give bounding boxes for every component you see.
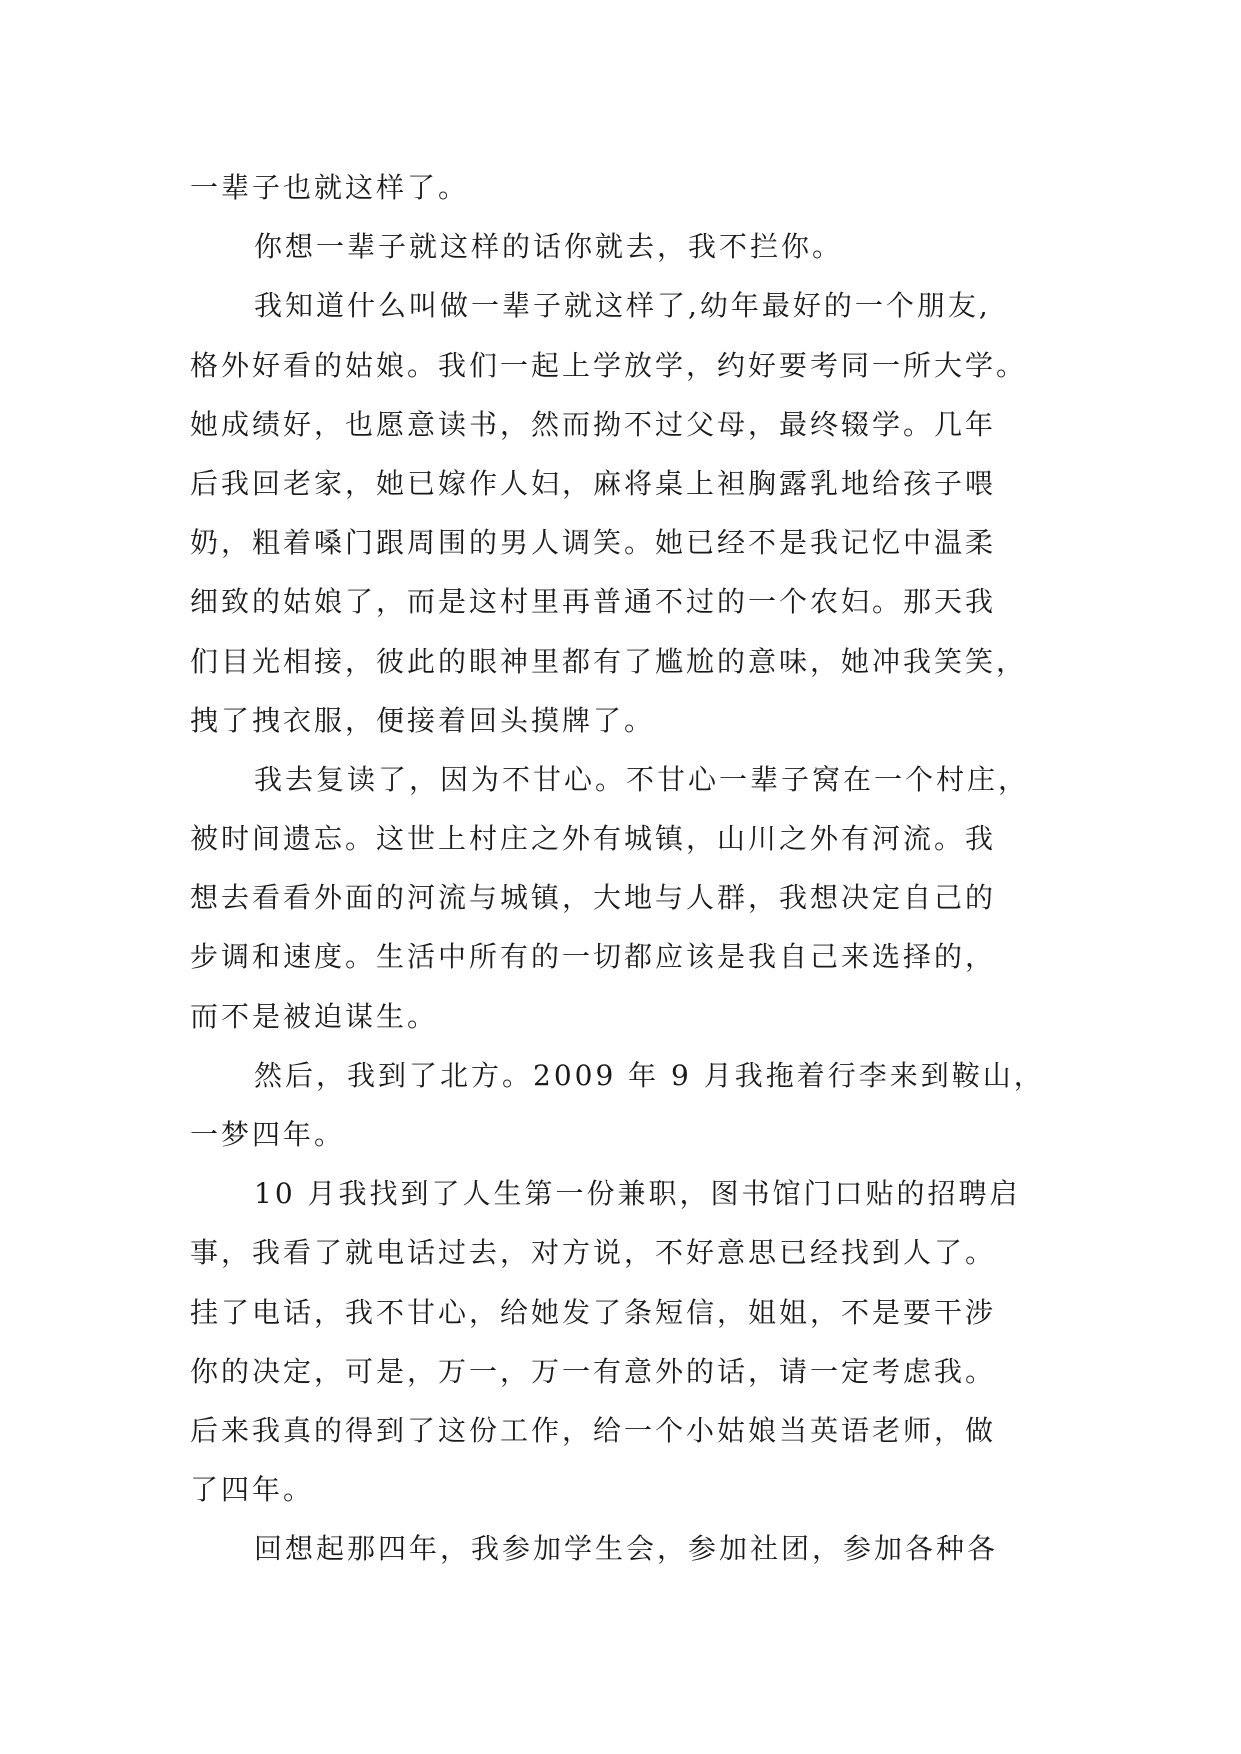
text-line: 我知道什么叫做一辈子就这样了,幼年最好的一个朋友, xyxy=(254,289,991,323)
text-line: 回想起那四年，我参加学生会，参加社团，参加各种各 xyxy=(254,1532,999,1566)
text-line: 后我回老家，她已嫁作人妇，麻将桌上袒胸露乳地给孩子喂 xyxy=(190,466,997,500)
text-line: 拽了拽衣服，便接着回头摸牌了。 xyxy=(190,703,656,737)
text-line: 事，我看了就电话过去，对方说，不好意思已经找到人了。 xyxy=(190,1236,997,1270)
text-line: 想去看看外面的河流与城镇，大地与人群，我想决定自己的 xyxy=(190,881,997,915)
text-line: 10 月我找到了人生第一份兼职，图书馆门口贴的招聘启 xyxy=(254,1177,1021,1211)
text-line: 一梦四年。 xyxy=(190,1118,346,1151)
text-line: 我去复读了，因为不甘心。不甘心一辈子窝在一个村庄， xyxy=(254,762,1030,796)
text-line: 们目光相接，彼此的眼神里都有了尴尬的意味，她冲我笑笑， xyxy=(190,644,1028,678)
text-line: 格外好看的姑娘。我们一起上学放学，约好要考同一所大学。 xyxy=(190,348,1028,382)
text-line: 被时间遗忘。这世上村庄之外有城镇，山川之外有河流。我 xyxy=(190,822,997,856)
text-line: 她成绩好，也愿意读书，然而拗不过父母，最终辍学。几年 xyxy=(190,407,997,441)
text-line: 挂了电话，我不甘心，给她发了条短信，姐姐，不是要干涉 xyxy=(190,1295,997,1329)
text-line: 奶，粗着嗓门跟周围的男人调笑。她已经不是我记忆中温柔 xyxy=(190,526,997,560)
document-body xyxy=(190,158,1080,1579)
text-line: 细致的姑娘了，而是这村里再普通不过的一个农妇。那天我 xyxy=(190,585,997,619)
text-line: 你的决定，可是，万一，万一有意外的话，请一定考虑我。 xyxy=(190,1354,997,1388)
text-line: 你想一辈子就这样的话你就去，我不拦你。 xyxy=(254,230,844,264)
text-line: 步调和速度。生活中所有的一切都应该是我自己来选择的， xyxy=(190,940,997,974)
text-line: 一辈子也就这样了。 xyxy=(190,171,470,204)
text-line: 然后，我到了北方。2009 年 9 月我拖着行李来到鞍山， xyxy=(254,1058,1045,1092)
text-line: 而不是被迫谋生。 xyxy=(190,999,439,1033)
text-line: 了四年。 xyxy=(190,1473,315,1507)
text-line: 后来我真的得到了这份工作，给一个小姑娘当英语老师，做 xyxy=(190,1413,997,1447)
